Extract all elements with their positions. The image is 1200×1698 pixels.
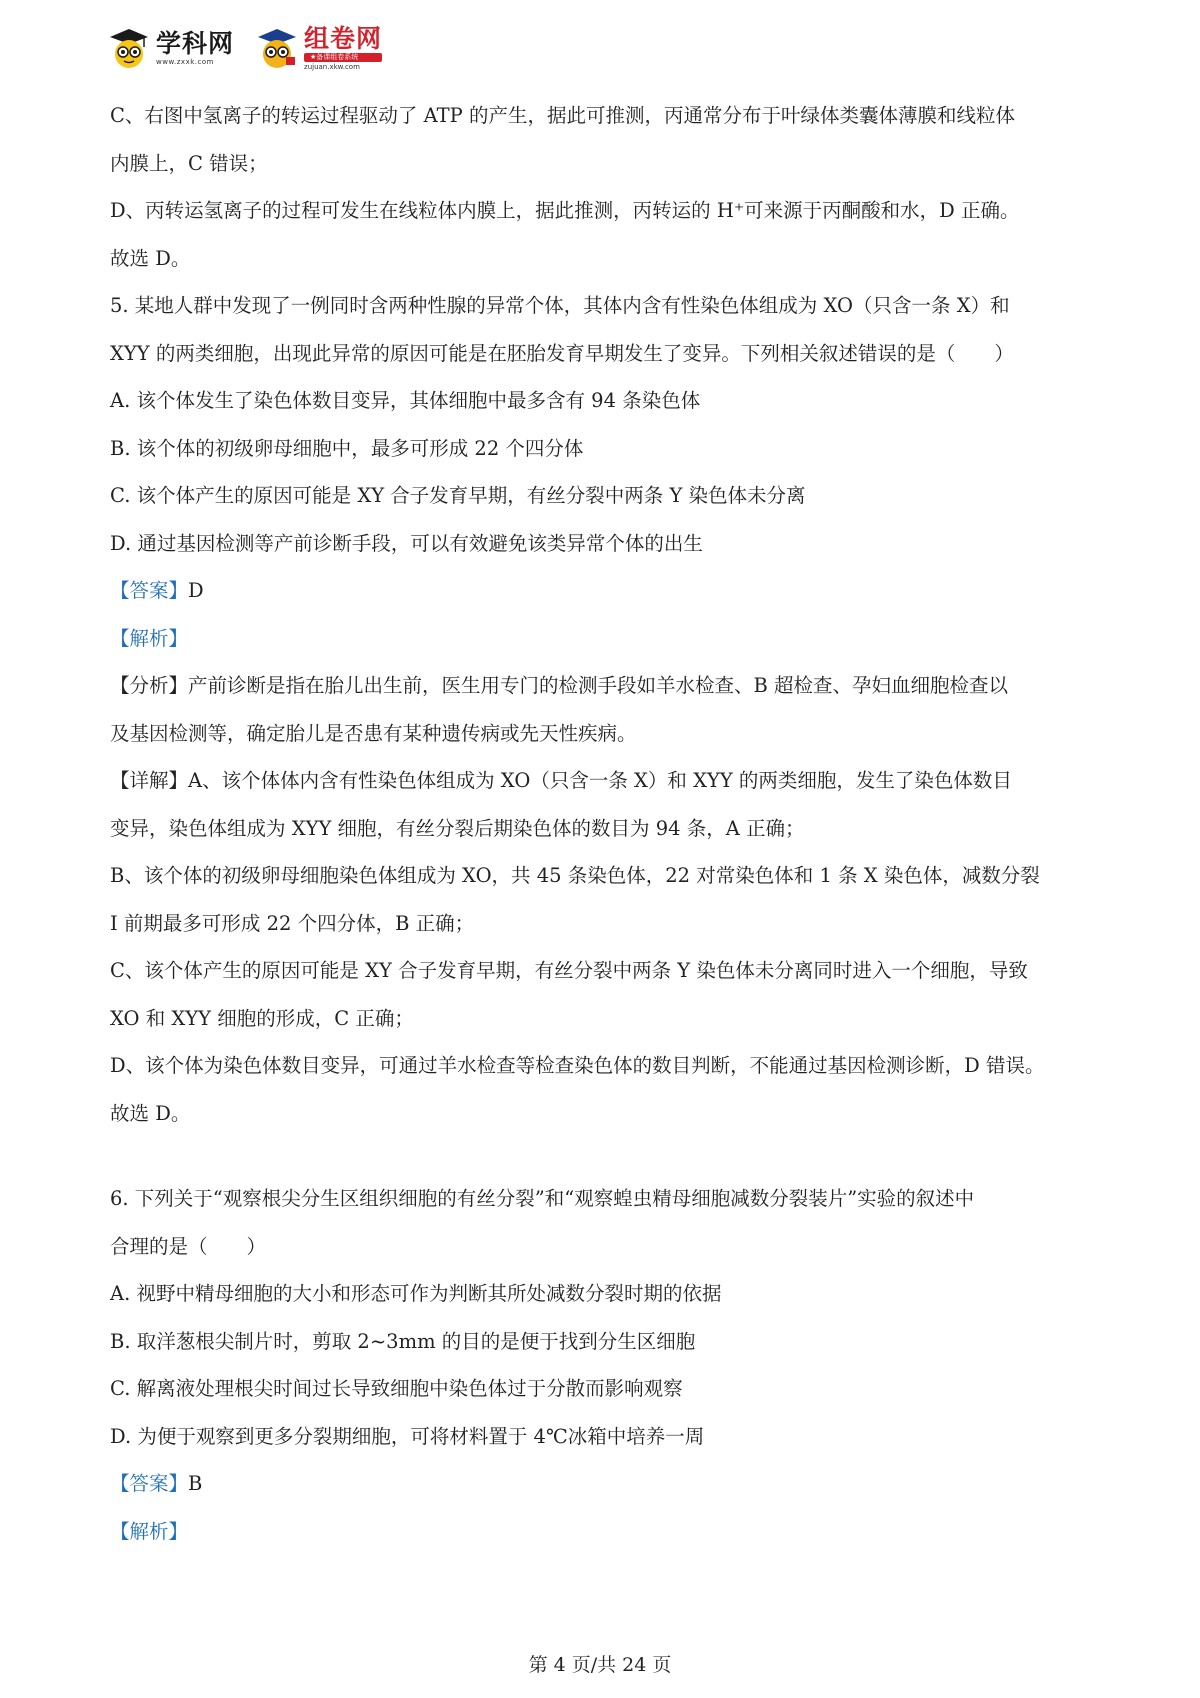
fenxi-tag: 【分析】: [110, 674, 189, 697]
zxxk-logo-url: www.zxxk.com: [156, 57, 214, 66]
question-6-answer: [110, 1460, 1110, 1508]
question-5-answer: [110, 567, 1110, 615]
text-line: C、该个体产生的原因可能是 XY 合子发育早期，有丝分裂中两条 Y 染色体未分离同时进入一个细胞，导致: [110, 959, 1028, 982]
page-footer: 第 4 页/共 24 页: [528, 1654, 672, 1676]
question-5-option-c: C. 该个体产生的原因可能是 XY 合子发育早期，有丝分裂中两条 Y 染色体未分离: [110, 484, 806, 507]
answer-tag: 【答案】: [110, 1472, 189, 1495]
question-5-stem: 5. 某地人群中发现了一例同时含两种性腺的异常个体，其体内含有性染色体组成为 XO（只含一条 X）和: [110, 294, 1010, 317]
question-5-analysis: [110, 615, 1110, 663]
text-line: Ⅰ 前期最多可形成 22 个四分体，B 正确；: [110, 911, 475, 935]
answer-value: D: [188, 579, 204, 602]
zxxk-logo-name: 学科网: [156, 28, 235, 58]
answer-tag: 【答案】: [110, 579, 189, 602]
question-6-option-b: B. 取洋葱根尖制片时，剪取 2~3mm 的目的是便于找到分生区细胞: [110, 1329, 696, 1353]
question-5-stem: XYY 的两类细胞，出现此异常的原因可能是在胚胎发育早期发生了变异。下列相关叙述错误的是（ ）: [110, 341, 1014, 365]
text-line: B、该个体的初级卵母细胞染色体组成为 XO，共 45 条染色体，22 对常染色体和 1 条 X 染色体，减数分裂: [110, 864, 1040, 887]
page-header: [108, 20, 382, 76]
question-6-option-c: C. 解离液处理根尖时间过长导致细胞中染色体过于分散而影响观察: [110, 1377, 683, 1400]
question-5-option-d: D. 通过基因检测等产前诊断手段，可以有效避免该类异常个体的出生: [110, 531, 703, 555]
fenxi-text: 产前诊断是指在胎儿出生前，医生用专门的检测手段如羊水检查、B 超检查、孕妇血细胞检查以: [188, 674, 1009, 697]
text-line: D、丙转运氢离子的过程可发生在线粒体内膜上，据此推测，丙转运的 H⁺可来源于丙酮酸和水，D 正确。: [110, 199, 1020, 222]
text-line: XO 和 XYY 细胞的形成，C 正确；: [110, 1006, 414, 1030]
zujuan-logo[interactable]: [256, 23, 383, 71]
text-line: 及基因检测等，确定胎儿是否患有某种遗传病或先天性疾病。: [110, 721, 637, 745]
answer-value: B: [188, 1472, 203, 1495]
question-6-option-a: A. 视野中精母细胞的大小和形态可作为判断其所处减数分裂时期的依据: [110, 1282, 722, 1305]
document-body: [110, 92, 1110, 1555]
xiangjie-tag: 【详解】: [110, 769, 189, 792]
question-5-option-b: B. 该个体的初级卵母细胞中，最多可形成 22 个四分体: [110, 436, 584, 460]
question-6-option-d: D. 为便于观察到更多分裂期细胞，可将材料置于 4℃冰箱中培养一周: [110, 1424, 705, 1448]
zujuan-logo-name: 组卷网: [304, 23, 383, 53]
analysis-tag: 【解析】: [110, 1519, 189, 1543]
text-line: 故选 D。: [110, 1101, 191, 1125]
text-line: 内膜上，C 错误；: [110, 151, 268, 175]
question-6-stem: 6. 下列关于“观察根尖分生区组织细胞的有丝分裂”和“观察蝗虫精母细胞减数分裂装片”实验的叙述中: [110, 1187, 975, 1210]
question-6-analysis: [110, 1508, 1110, 1556]
zxxk-logo[interactable]: [108, 27, 234, 69]
text-line: 变异，染色体组成为 XYY 细胞，有丝分裂后期染色体的数目为 94 条，A 正确；: [110, 816, 805, 840]
graduate-mascot-icon: [256, 27, 298, 69]
text-line: C、右图中氢离子的转运过程驱动了 ATP 的产生，据此可推测，丙通常分布于叶绿体类囊体薄膜和线粒体: [110, 104, 1015, 127]
owl-mascot-icon: [108, 27, 150, 69]
section-gap: [110, 1137, 1110, 1175]
question-6-stem: 合理的是（ ）: [110, 1234, 267, 1258]
text-line: 故选 D。: [110, 246, 191, 270]
question-5-fenxi: [110, 662, 1110, 710]
question-5-option-a: A. 该个体发生了染色体数目变异，其体细胞中最多含有 94 条染色体: [110, 389, 701, 412]
analysis-tag: 【解析】: [110, 626, 189, 650]
zujuan-logo-tagline: ★备课组卷系统: [304, 53, 382, 62]
zujuan-logo-url: zujuan.xkw.com: [304, 62, 360, 71]
question-5-xiangjie: [110, 757, 1110, 805]
text-line: D、该个体为染色体数目变异，可通过羊水检查等检查染色体的数目判断，不能通过基因检测诊断，D 错误。: [110, 1054, 1045, 1077]
xiangjie-text: A、该个体体内含有性染色体组成为 XO（只含一条 X）和 XYY 的两类细胞，发生了染色体数目: [188, 769, 1012, 792]
